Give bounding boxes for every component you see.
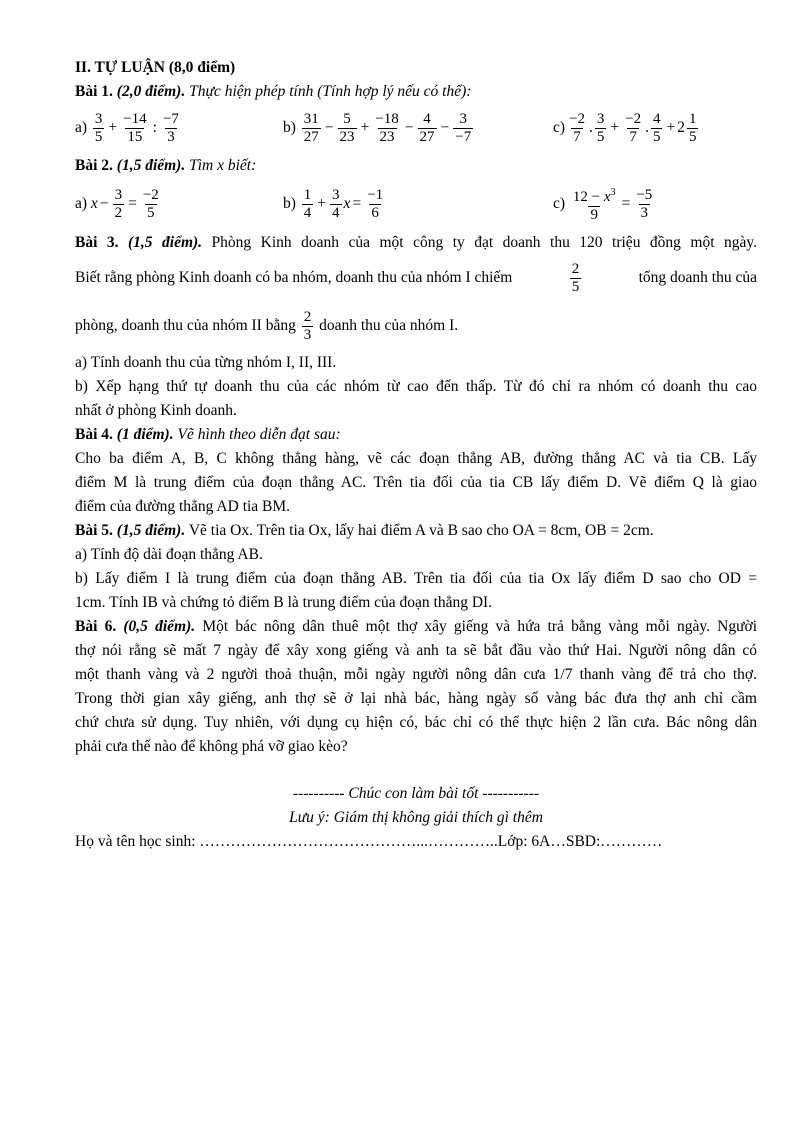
bai4-line2: điểm M là trung điểm của đoạn thẳng AC. Trên tia đối của tia CB lấy điểm D. Vẽ điểm Q là giao (75, 474, 757, 491)
section-title: II. TỰ LUẬN (8,0 điểm) (75, 59, 236, 76)
bai3-a: a) Tính doanh thu của từng nhóm I, II, III. (75, 354, 337, 371)
bai6-line2: thợ nói rằng sẽ mất 7 ngày để xây xong giếng và anh ta sẽ bắt đầu vào thứ Hai. Người nông dân có (75, 642, 757, 659)
bai6-line4: Trong thời gian xây giếng, anh thợ sẽ ở lại nhà bác, hàng ngày số vàng bác đưa thợ anh chỉ cầm (75, 690, 757, 707)
bai1-a: a) $\frac{3}{5}$ + $\frac{-14}{15}$ : $\frac{-7}{3}$ (75, 110, 179, 145)
bai3-line1: Bài 3. (1,5 điểm). Phòng Kinh doanh của một công ty đạt doanh thu 120 triệu đồng một ngày. (75, 234, 757, 251)
bai3-line3: phòng, doanh thu của nhóm II bằng $\frac{2}{3}$ doanh thu của nhóm I. (75, 308, 459, 343)
bai3-b1: b) Xếp hạng thứ tự doanh thu của các nhóm từ cao đến thấp. Từ đó chỉ ra nhóm có doanh thu cao (75, 378, 757, 395)
bai2-b: b) $\frac{1}{4}$ + $\frac{3}{4}$ x = $\frac{-1}{6}$ (283, 186, 384, 221)
bai5-a: a) Tính độ dài đoạn thẳng AB. (75, 546, 263, 563)
bai1-b: b) $\frac{31}{27}$ − $\frac{5}{23}$ + $\frac{-18}{23}$ − $\frac{4}{27}$ − $\frac{3}{-7}$ (283, 110, 472, 145)
bai5-b1: b) Lấy điểm I là trung điểm của đoạn thẳng AB. Trên tia đối của tia Ox lấy điểm D sao cho OD = (75, 570, 757, 587)
bai1-heading: Bài 1. (2,0 điểm). Thực hiện phép tính (Tính hợp lý nếu có thể): (75, 83, 472, 100)
student-info-line: Họ và tên học sinh: ……………………………………...…………..Lớp: 6A…SBD:………… (75, 833, 663, 850)
bai4-line3: điểm của đường thẳng AD tia BM. (75, 498, 291, 515)
bai4-heading: Bài 4. (1 điểm). Vẽ hình theo diễn đạt sau: (75, 426, 341, 443)
bai1-c: c) $\frac{-2}{7}$ . $\frac{3}{5}$ + $\frac{-2}{7}$ . $\frac{4}{5}$ + 2 $\frac{1}{5}$ (553, 110, 697, 145)
bai2-a: a) x − $\frac{3}{2}$ = $\frac{-2}{5}$ (75, 186, 159, 221)
footer-wish: ---------- Chúc con làm bài tốt ----------- (292, 785, 540, 802)
bai2-heading: Bài 2. (1,5 điểm). Tìm x biết: (75, 157, 257, 174)
bai2-c: c) $\frac{12 - x^3}{9}$ = $\frac{-5}{3}$ (553, 186, 653, 223)
bai5-b2: 1cm. Tính IB và chứng tỏ điểm B là trung điểm của đoạn thẳng DI. (75, 594, 493, 611)
footer-note: Lưu ý: Giám thị không giải thích gì thêm (289, 809, 543, 826)
bai6-line1: Bài 6. (0,5 điểm). Một bác nông dân thuê một thợ xây giếng và hứa trả bằng vàng mỗi ngày. Người (75, 618, 757, 635)
bai3-line2: Biết rằng phòng Kinh doanh có ba nhóm, doanh thu của nhóm I chiếm $\frac{2}{5}$ tổng doanh thu của (75, 260, 757, 295)
bai6-line3: một thanh vàng và 2 người thoả thuận, mỗi ngày người nông dân cưa 1/7 thanh vàng để trả cho thợ. (75, 666, 757, 683)
bai6-line5: chứ chưa sử dụng. Tuy nhiên, với dụng cụ hiện có, bác chỉ có thể thực hiện 2 lần cưa. Bác nông dân (75, 714, 757, 731)
bai5-heading: Bài 5. (1,5 điểm). Vẽ tia Ox. Trên tia Ox, lấy hai điểm A và B sao cho OA = 8cm, OB = 2cm. (75, 522, 654, 539)
bai4-line1: Cho ba điểm A, B, C không thẳng hàng, vẽ các đoạn thẳng AB, đường thẳng AC và tia CB. Lấy (75, 450, 757, 467)
bai6-line6: phải cưa thế nào để không phá vỡ giao kèo? (75, 738, 348, 755)
bai3-b2: nhất ở phòng Kinh doanh. (75, 402, 237, 419)
